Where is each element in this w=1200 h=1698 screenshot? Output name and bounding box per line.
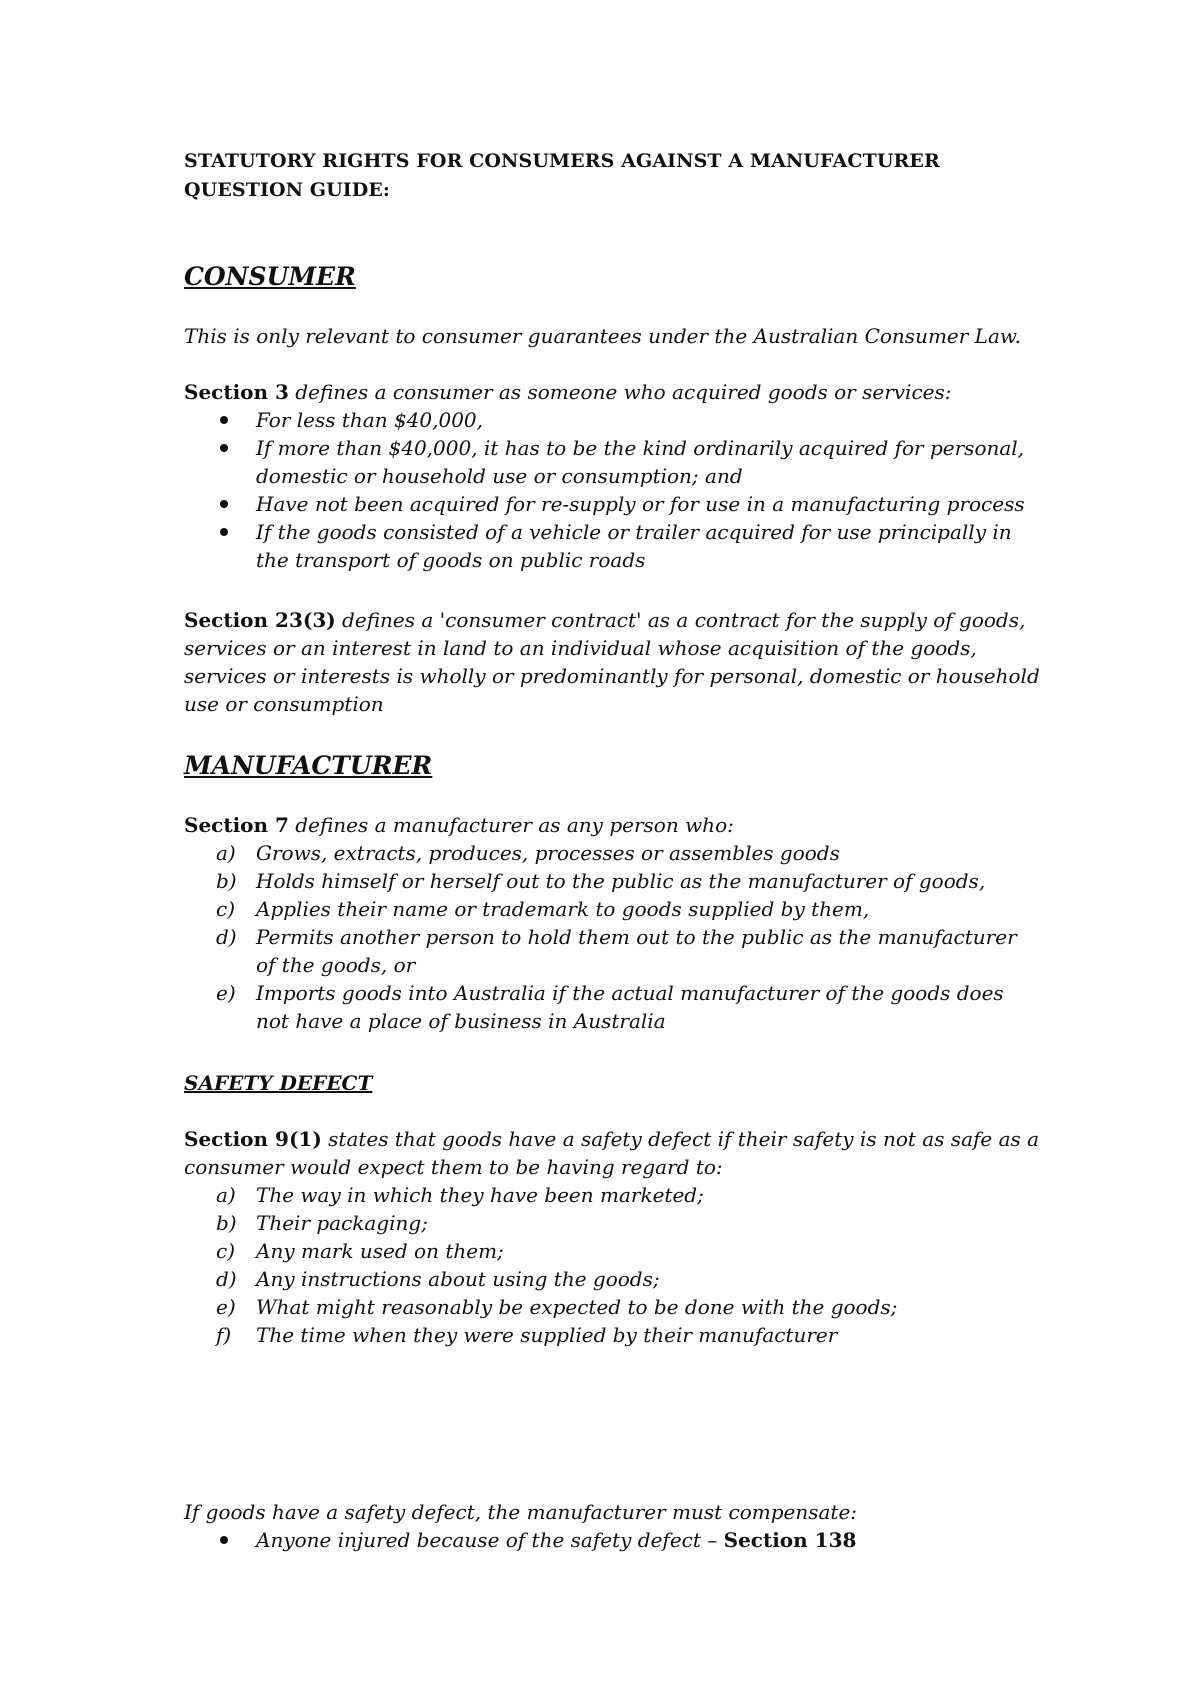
section-3-paragraph	[184, 378, 951, 406]
consumer-bullet-2-line-1: If more than $40,000, it has to be the kind ordinarily acquired for personal,	[256, 436, 1025, 460]
section-9-paragraph	[184, 1125, 1039, 1153]
manufacturer-item-e-line-1: Imports goods into Australia if the actual manufacturer of the goods does	[256, 981, 1004, 1005]
safety-item-b: Their packaging;	[256, 1211, 428, 1235]
manufacturer-item-d-line-1: Permits another person to hold them out to the public as the manufacturer	[256, 925, 1017, 949]
safety-item-c: Any mark used on them;	[256, 1239, 504, 1263]
consumer-bullet-1: For less than $40,000,	[256, 408, 484, 432]
section-7-text: defines a manufacturer as any person who:	[288, 813, 734, 837]
section-23-label: Section 23(3)	[184, 608, 336, 632]
list-marker: c)	[216, 897, 236, 921]
section-23-text-line-4: use or consumption	[184, 692, 384, 716]
section-7-label: Section 7	[184, 813, 289, 837]
list-marker: b)	[216, 869, 237, 893]
section-3-text: defines a consumer as someone who acquired goods or services:	[288, 380, 952, 404]
list-marker: e)	[216, 981, 236, 1005]
section-23-text-line-3: services or interests is wholly or predominantly for personal, domestic or household	[184, 664, 1040, 688]
consumer-bullet-4-line-2: the transport of goods on public roads	[256, 548, 646, 572]
list-marker: d)	[216, 1267, 237, 1291]
manufacturer-item-c: Applies their name or trademark to goods supplied by them,	[256, 897, 870, 921]
list-marker: e)	[216, 1295, 236, 1319]
safety-defect-heading: SAFETY DEFECT	[184, 1071, 373, 1095]
bullet-dot	[220, 500, 228, 508]
manufacturer-item-b: Holds himself or herself out to the public as the manufacturer of goods,	[256, 869, 986, 893]
consumer-intro: This is only relevant to consumer guarantees under the Australian Consumer Law.	[184, 324, 1021, 348]
consumer-bullet-3: Have not been acquired for re-supply or for use in a manufacturing process	[256, 492, 1025, 516]
consumer-heading: CONSUMER	[184, 262, 356, 291]
section-138-label: Section 138	[723, 1528, 857, 1552]
section-9-label: Section 9(1)	[184, 1127, 322, 1151]
safety-item-a: The way in which they have been marketed;	[256, 1183, 704, 1207]
consumer-bullet-2-line-2: domestic or household use or consumption; and	[256, 464, 743, 488]
bullet-dot	[220, 528, 228, 536]
section-9-text-line-1: states that goods have a safety defect if their safety is not as safe as a	[321, 1127, 1040, 1151]
section-3-label: Section 3	[184, 380, 289, 404]
list-marker: a)	[216, 841, 236, 865]
section-7-paragraph	[184, 811, 734, 839]
manufacturer-heading: MANUFACTURER	[184, 751, 433, 780]
doc-title-line-1: STATUTORY RIGHTS FOR CONSUMERS AGAINST A MANUFACTURER	[184, 150, 940, 172]
safety-item-f: The time when they were supplied by their manufacturer	[256, 1323, 838, 1347]
compensation-intro: If goods have a safety defect, the manufacturer must compensate:	[184, 1500, 858, 1524]
doc-title-line-2: QUESTION GUIDE:	[184, 179, 391, 201]
section-23-text-line-1: defines a 'consumer contract' as a contract for the supply of goods,	[335, 608, 1026, 632]
bullet-dot	[220, 416, 228, 424]
manufacturer-item-a: Grows, extracts, produces, processes or assembles goods	[256, 841, 840, 865]
list-marker: d)	[216, 925, 237, 949]
safety-item-d: Any instructions about using the goods;	[256, 1267, 660, 1291]
compensation-bullet-text: Anyone injured because of the safety defect –	[256, 1528, 724, 1552]
list-marker: b)	[216, 1211, 237, 1235]
bullet-dot	[220, 1536, 228, 1544]
manufacturer-item-e-line-2: not have a place of business in Australia	[256, 1009, 666, 1033]
bullet-dot	[220, 444, 228, 452]
consumer-bullet-4-line-1: If the goods consisted of a vehicle or trailer acquired for use principally in	[256, 520, 1012, 544]
list-marker: c)	[216, 1239, 236, 1263]
section-9-text-line-2: consumer would expect them to be having regard to:	[184, 1155, 723, 1179]
list-marker: f)	[216, 1323, 232, 1347]
safety-item-e: What might reasonably be expected to be done with the goods;	[256, 1295, 898, 1319]
section-23-paragraph	[184, 606, 1025, 634]
section-23-text-line-2: services or an interest in land to an individual whose acquisition of the goods,	[184, 636, 977, 660]
compensation-bullet	[256, 1526, 856, 1554]
manufacturer-item-d-line-2: of the goods, or	[256, 953, 416, 977]
list-marker: a)	[216, 1183, 236, 1207]
